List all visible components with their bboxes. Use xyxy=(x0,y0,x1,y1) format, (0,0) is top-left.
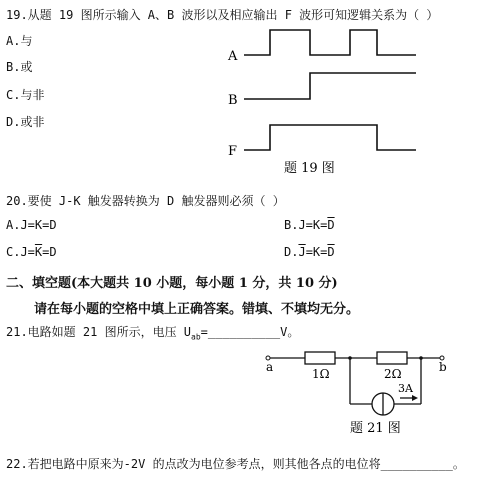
signal-label-b: B xyxy=(228,93,238,108)
waveform-b xyxy=(244,73,416,99)
q20-option-d: $D.\overline{J}=K=\overline{D}$ xyxy=(284,245,335,259)
q20-option-c: $C.J=\overline{K}=D$ xyxy=(6,245,57,259)
q20-option-b: $B.J=K=\overline{D}$ xyxy=(284,218,335,232)
q20-stem: 20.要使 J-K 触发器转换为 D 触发器则必须（ ） xyxy=(6,194,285,208)
signal-label-f: F xyxy=(228,144,238,159)
resistor-2ohm-label: 2Ω xyxy=(384,367,402,381)
q21-caption: 题 21 图 xyxy=(350,421,401,436)
waveform-a xyxy=(244,30,416,55)
resistor-2ohm xyxy=(377,352,407,364)
q19-option-c: C.与非 xyxy=(6,88,45,102)
node-b-label: b xyxy=(439,360,447,374)
waveform-f xyxy=(244,125,416,150)
q19-option-d: D.或非 xyxy=(6,115,45,129)
q21-stem: 21.电路如题 21 图所示，电压 $U_{ab}=\_\_\_\_\_\_\_\_\_\_V$。 xyxy=(6,325,300,342)
q19-stem: 19.从题 19 图所示输入 A、B 波形以及相应输出 F 波形可知逻辑关系为（ ） xyxy=(6,8,439,22)
q19-caption: 题 19 图 xyxy=(284,161,335,176)
resistor-1ohm xyxy=(305,352,335,364)
signal-label-a: A xyxy=(228,49,238,64)
resistor-1ohm-label: 1Ω xyxy=(312,367,330,381)
q20-option-a: A.J=K=D xyxy=(6,218,57,232)
section2-heading: 二、填空题(本大题共 10 小题，每小题 1 分，共 10 分) xyxy=(6,276,338,291)
q19-option-a: A.与 xyxy=(6,34,33,48)
q21-circuit-figure xyxy=(0,340,502,440)
section2-instruction: 请在每小题的空格中填上正确答案。错填、不填均无分。 xyxy=(34,302,360,317)
q22-stem: 22.若把电路中原来为-2V 的点改为电位参考点，则其他各点的电位将__________。 xyxy=(6,457,465,471)
q19-waveform-figure xyxy=(0,0,502,180)
current-source-label: 3A xyxy=(398,382,413,395)
q19-option-b: B.或 xyxy=(6,60,33,74)
node-a-label: a xyxy=(266,360,274,374)
